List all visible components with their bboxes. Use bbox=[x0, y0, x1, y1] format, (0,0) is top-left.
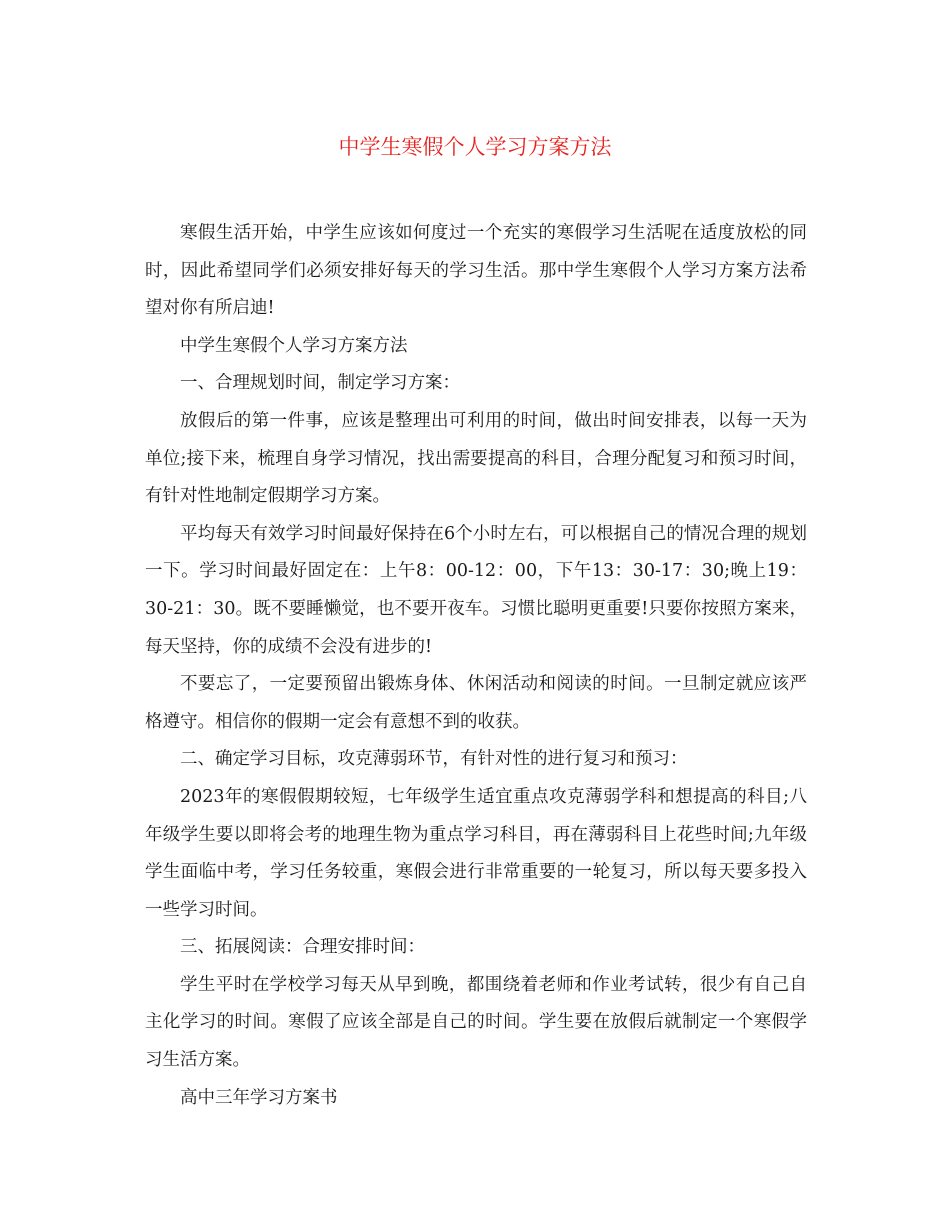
paragraph-intro: 寒假生活开始，中学生应该如何度过一个充实的寒假学习生活呢在适度放松的同时，因此希望同学们必须安排好每天的学习生活。那中学生寒假个人学习方案方法希望对你有所启迪! bbox=[145, 223, 807, 319]
paragraph: 学生平时在学校学习每天从早到晚，都围绕着老师和作业考试转，很少有自己自主化学习的时间。寒假了应该全部是自己的时间。学生要在放假后就制定一个寒假学习生活方案。 bbox=[145, 974, 807, 1071]
document-body bbox=[145, 215, 807, 1117]
paragraph-subtitle: 中学生寒假个人学习方案方法 bbox=[180, 335, 408, 356]
document-title: 中学生寒假个人学习方案方法 bbox=[338, 135, 612, 159]
paragraph: 不要忘了，一定要预留出锻炼身体、休闲活动和阅读的时间。一旦制定就应该严格遵守。相信你的假期一定会有意想不到的收获。 bbox=[145, 674, 807, 732]
paragraph: 平均每天有效学习时间最好保持在6个小时左右，可以根据自己的情况合理的规划一下。学习时间最好固定在：上午8：00-12：00，下午13：30-17：30;晚上19：30-21：30。既不要睡懒觉，也不要开夜车。习惯比聪明更重要!只要你按照方案来，每天坚持，你的成绩不会没有进步的! bbox=[145, 523, 807, 657]
paragraph: 放假后的第一件事，应该是整理出可利用的时间，做出时间安排表，以每一天为单位;接下来，梳理自身学习情况，找出需要提高的科目，合理分配复习和预习时间，有针对性地制定假期学习方案。 bbox=[145, 410, 807, 507]
paragraph-trailing-title: 高中三年学习方案书 bbox=[180, 1087, 338, 1108]
section-heading-3: 三、拓展阅读：合理安排时间： bbox=[180, 937, 425, 958]
section-heading-2: 二、确定学习目标，攻克薄弱环节，有针对性的进行复习和预习： bbox=[180, 749, 688, 770]
paragraph: 2023年的寒假假期较短，七年级学生适宜重点攻克薄弱学科和想提高的科目;八年级学生要以即将会考的地理生物为重点学习科目，再在薄弱科目上花些时间;九年级学生面临中考，学习任务较重，寒假会进行非常重要的一轮复习，所以每天要多投入一些学习时间。 bbox=[145, 786, 807, 920]
section-heading-1: 一、合理规划时间，制定学习方案： bbox=[180, 373, 460, 394]
